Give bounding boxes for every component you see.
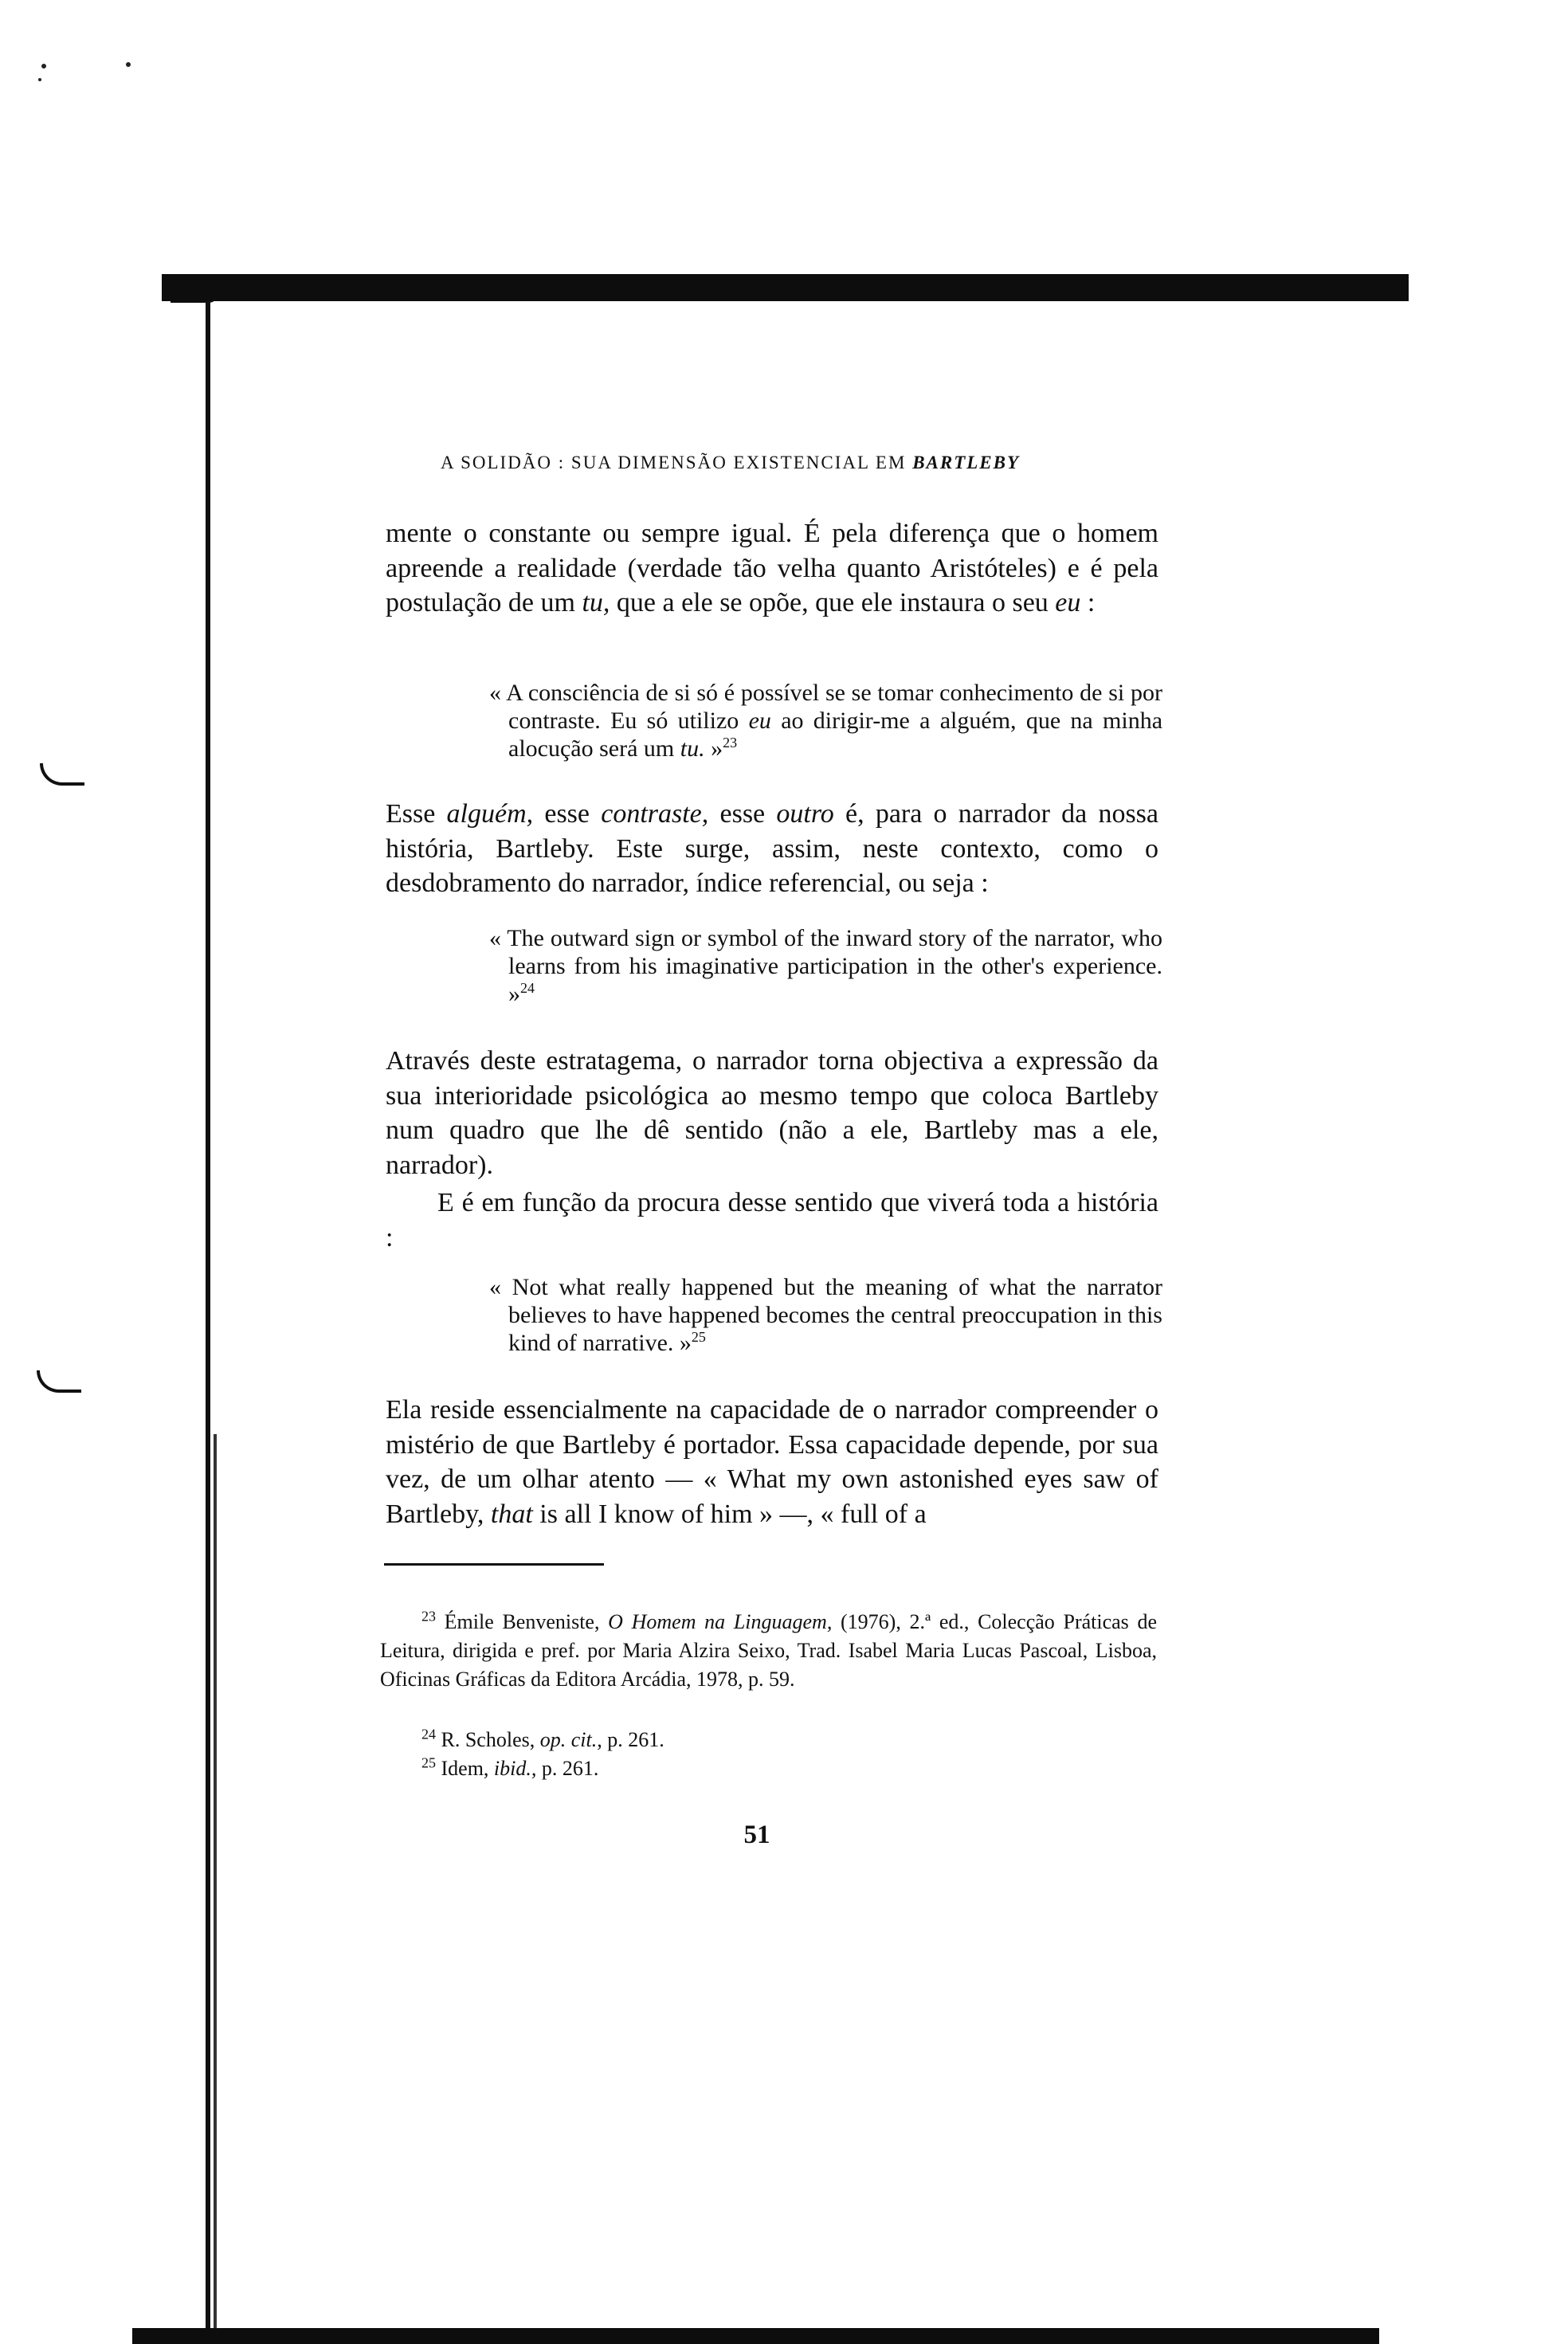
scan-border-bottom xyxy=(132,2328,1379,2344)
quote-text: « The outward sign or symbol of the inward story of the narrator, who learns from his imaginative participation in the other's experience. » xyxy=(489,925,1162,1007)
footnote-text: R. Scholes, xyxy=(436,1728,540,1751)
running-head-text: A SOLIDÃO : SUA DIMENSÃO EXISTENCIAL EM xyxy=(441,453,913,472)
scan-speck xyxy=(41,64,46,69)
paragraph-text: Esse xyxy=(386,799,447,829)
scan-border-left xyxy=(206,301,210,2337)
paragraph-text: que a ele se opõe, que ele instaura o seu xyxy=(610,588,1056,617)
emphasis: that xyxy=(490,1499,533,1529)
running-head xyxy=(441,453,1118,473)
paragraph-text: esse xyxy=(708,799,777,829)
scan-speck xyxy=(126,62,131,67)
emphasis: O Homem na Linguagem, xyxy=(608,1610,833,1633)
emphasis: alguém, xyxy=(446,799,534,829)
emphasis: op. cit., xyxy=(539,1728,602,1751)
quote-text: » xyxy=(704,735,723,762)
page-number: 51 xyxy=(743,1821,770,1849)
block-quote xyxy=(489,1273,1162,1357)
paragraph xyxy=(386,1393,1158,1531)
footnote-number: 23 xyxy=(421,1608,436,1625)
emphasis: tu. xyxy=(680,735,705,762)
scan-speck xyxy=(38,78,41,81)
footnote-number: 25 xyxy=(421,1754,436,1771)
footnote-ref: 24 xyxy=(520,980,535,996)
footnote xyxy=(380,1726,1157,1754)
paragraph: E é em função da procura desse sentido que viverá toda a história : xyxy=(386,1188,1158,1252)
scan-border-corner xyxy=(171,293,218,303)
footnote-divider xyxy=(384,1563,604,1566)
footnote-text: Émile Benveniste, xyxy=(436,1610,609,1633)
binding-mark xyxy=(40,763,84,786)
footnote xyxy=(380,1608,1157,1694)
running-head-book-title: BARTLEBY xyxy=(912,453,1021,472)
paragraph-text: Ela reside essencialmente na capacidade de o narrador compreender o mistério de que Bartleby é portador. Essa capacidade depende, por sua vez, de um olhar atento — « What my own astonished eyes saw of Bartleby, xyxy=(386,1395,1158,1529)
paragraph xyxy=(386,797,1158,901)
paragraph-text: : xyxy=(1080,588,1096,617)
scan-border-top xyxy=(162,274,1409,301)
emphasis: eu xyxy=(748,708,771,734)
paragraph-text: mente o constante ou sempre igual. É pela diferença que o homem apreende a realidade (verdade tão velha quanto Aristóteles) e é pela postulação de um xyxy=(386,519,1158,617)
footnote-ref: 25 xyxy=(691,1329,706,1345)
block-quote xyxy=(489,679,1162,762)
paragraph xyxy=(386,516,1158,621)
binding-mark xyxy=(37,1370,81,1393)
emphasis: outro xyxy=(776,799,834,829)
paragraph: Através deste estratagema, o narrador torna objectiva a expressão da sua interioridade psicológica ao mesmo tempo que coloca Bartleby num quadro que lhe dê sentido (não a ele, Bartleby mas a ele, narrador). xyxy=(386,1046,1158,1180)
paragraph-text: é, para o narrador da nossa história, Bartleby. Este surge, assim, neste contexto, como o desdobramento do narrador, índice referencial, ou seja : xyxy=(386,799,1158,898)
quote-text: « A consciência de si só é possível se se tomar conhecimento de si por contraste. Eu só utilizo xyxy=(489,680,1162,734)
paragraph-text: esse xyxy=(533,799,602,829)
block-quote xyxy=(489,924,1162,1008)
footnote-text: (1976), 2.ª ed., Colecção Práticas de Leitura, dirigida e pref. por Maria Alzira Seixo, Trad. Isabel Maria Lucas Pascoal, Lisboa, Oficinas Gráficas da Editora Arcádia, 1978, p. 59. xyxy=(380,1610,1157,1691)
quote-text: « Not what really happened but the meaning of what the narrator believes to have happened becomes the central preoccupation in this kind of narrative. » xyxy=(489,1274,1162,1356)
quote-text: ao dirigir-me a alguém, que na minha alocução será um xyxy=(508,708,1163,762)
emphasis: eu xyxy=(1055,588,1081,617)
emphasis: contraste, xyxy=(601,799,709,829)
footnote-text: p. 261. xyxy=(602,1728,664,1751)
paragraph-text: is all I know of him » —, « full of a xyxy=(532,1499,927,1529)
emphasis: ibid., xyxy=(493,1757,537,1780)
scan-border-left-inner xyxy=(214,1434,217,2334)
footnote-text: Idem, xyxy=(436,1757,494,1780)
footnote-number: 24 xyxy=(421,1726,436,1742)
footnote-text: p. 261. xyxy=(536,1757,599,1780)
emphasis: tu, xyxy=(582,588,610,617)
footnote xyxy=(380,1754,1157,1783)
footnote-ref: 23 xyxy=(723,735,738,751)
